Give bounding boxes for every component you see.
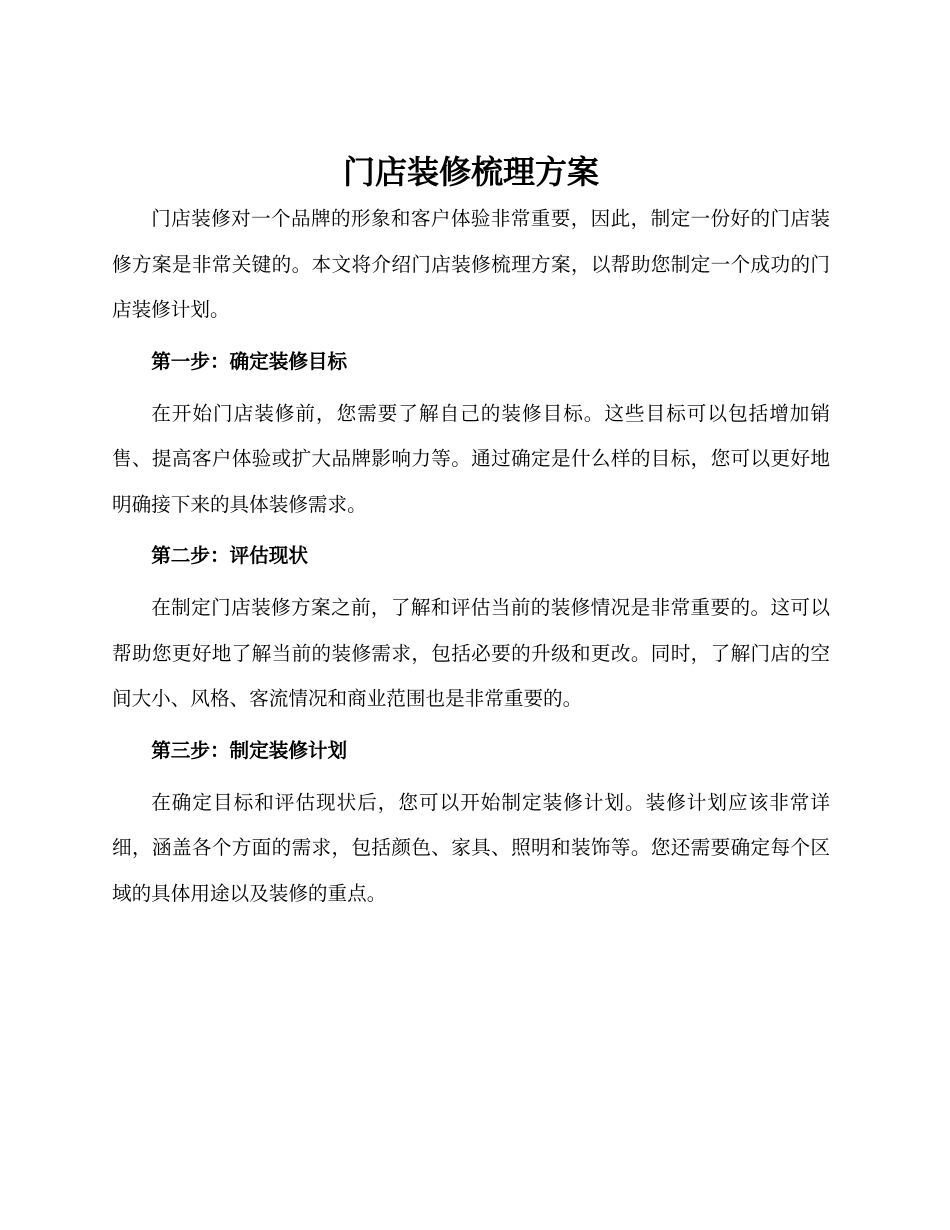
step-2-heading: 第二步：评估现状 xyxy=(151,544,308,567)
step-2-paragraph: 在制定门店装修方案之前，了解和评估当前的装修情况是非常重要的。这可以帮助您更好地了解当前的装修需求，包括必要的升级和更改。同时，了解门店的空间大小、风格、客流情况和商业范围也是非常重要的。 xyxy=(112,596,830,710)
step-3-heading: 第三步：制定装修计划 xyxy=(151,738,348,762)
step-1-heading: 第一步：确定装修目标 xyxy=(151,349,348,373)
step-3-paragraph: 在确定目标和评估现状后，您可以开始制定装修计划。装修计划应该非常详细，涵盖各个方面的需求，包括颜色、家具、照明和装饰等。您还需要确定每个区域的具体用途以及装修的重点。 xyxy=(112,790,830,905)
intro-paragraph: 门店装修对一个品牌的形象和客户体验非常重要，因此，制定一份好的门店装修方案是非常关键的。本文将介绍门店装修梳理方案，以帮助您制定一个成功的门店装修计划。 xyxy=(112,207,830,321)
step-1-paragraph: 在开始门店装修前，您需要了解自己的装修目标。这些目标可以包括增加销售、提高客户体验或扩大品牌影响力等。通过确定是什么样的目标，您可以更好地明确接下来的具体装修需求。 xyxy=(112,401,830,516)
document-title: 门店装修梳理方案 xyxy=(342,153,599,191)
document-page xyxy=(112,150,830,916)
